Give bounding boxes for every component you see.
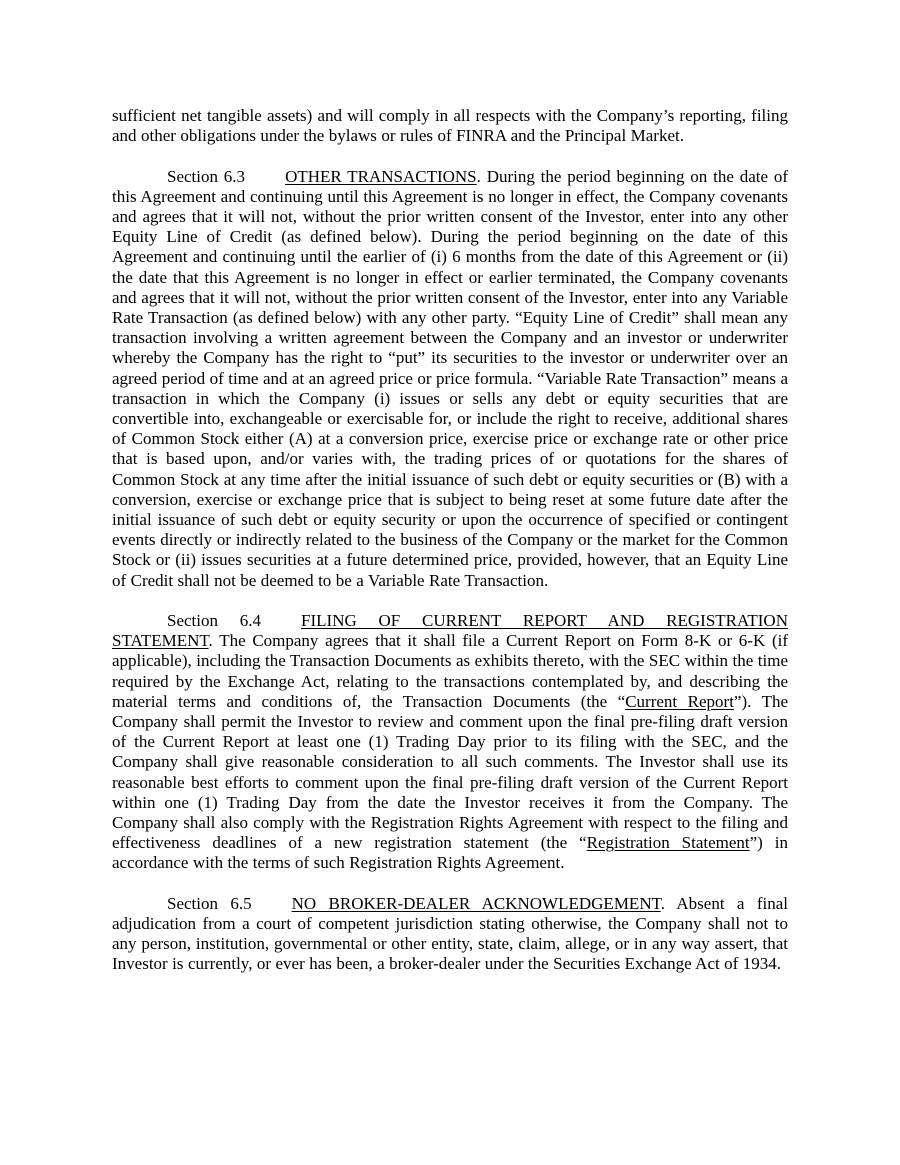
section-number: Section 6.3 [167,166,246,186]
continuation-paragraph [112,106,788,146]
section-heading: NO BROKER-DEALER ACKNOWLEDGEMENT [291,893,661,913]
body-text: . The Company agrees that it shall file a Current Report on Form 8-K or 6-K (if applicable), including the Transaction Documents as exhibits thereto, with the SEC within the time required by the Exchange Act, relating to the transactions contemplated by, and describing the material terms and conditions of, the Transaction Documents (the “ [112,631,788,711]
section-6-4-paragraph [112,611,788,874]
body-text: . Absent a final adjudication from a court of competent jurisdiction stating otherwise, the Company shall not to any person, institution, governmental or other entity, state, claim, allege, or in any way assert, that Investor is currently, or ever has been, a broker-dealer under the Securities Exchange Act of 1934. [112,893,788,974]
section-heading: OTHER TRANSACTIONS [285,166,477,186]
section-number: Section 6.5 [167,893,252,913]
section-6-3-paragraph [112,167,788,591]
section-number: Section 6.4 [167,611,262,631]
body-text: ”). The Company shall permit the Investor to review and comment upon the final pre-filing draft version of the Current Report at least one (1) Trading Day prior to its filing with the SEC, and the Company shall give reasonable consideration to all such comments. The Investor shall use its reasonable best efforts to comment upon the final pre-filing draft version of the Current Report within one (1) Trading Day from the date the Investor receives it from the Company. The Company shall also comply with the Registration Rights Agreement with respect to the filing and effectiveness deadlines of a new registration statement (the “ [112,691,788,853]
body-text: sufficient net tangible assets) and will comply in all respects with the Company’s reporting, filing and other obligations under the bylaws or rules of FINRA and the Principal Market. [112,106,788,146]
defined-term: Current Report [625,691,734,711]
defined-term: Registration Statement [586,833,750,853]
document-body [112,106,788,995]
body-text: ”) in accordance with the terms of such Registration Rights Agreement. [112,833,788,873]
section-heading: FILING OF CURRENT REPORT AND REGISTRATION STATEMENT [112,611,788,651]
body-text: . During the period beginning on the date of this Agreement and continuing until this Agreement is no longer in effect, the Company covenants and agrees that it will not, without the prior written consent of the Investor, enter into any other Equity Line of Credit (as defined below). During the period beginning on the date of this Agreement and continuing until the earlier of (i) 6 months from the date of this Agreement or (ii) the date that this Agreement is no longer in effect or earlier terminated, the Company covenants and agrees that it will not, without the prior written consent of the Investor, enter into any Variable Rate Transaction (as defined below) with any other party. “Equity Line of Credit” shall mean any transaction involving a written agreement between the Company and an investor or underwriter whereby the Company has the right to “put” its securities to the investor or underwriter over an agreed period of time and at an agreed price or price formula. “Variable Rate Transaction” means a transaction in which the Company (i) issues or sells any debt or equity securities that are convertible into, exchangeable or exercisable for, or include the right to receive, additional shares of Common Stock either (A) at a conversion price, exercise price or exchange rate or other price that is based upon, and/or varies with, the trading prices of or quotations for the shares of Common Stock at any time after the initial issuance of such debt or equity securities or (B) with a conversion, exercise or exchange price that is subject to being reset at some future date after the initial issuance of such debt or equity security or upon the occurrence of specified or contingent events directly or indirectly related to the business of the Company or the market for the Common Stock or (ii) issues securities at a future determined price, provided, however, that an Equity Line of Credit shall not be deemed to be a Variable Rate Transaction. [112,166,788,590]
section-6-5-paragraph [112,894,788,975]
